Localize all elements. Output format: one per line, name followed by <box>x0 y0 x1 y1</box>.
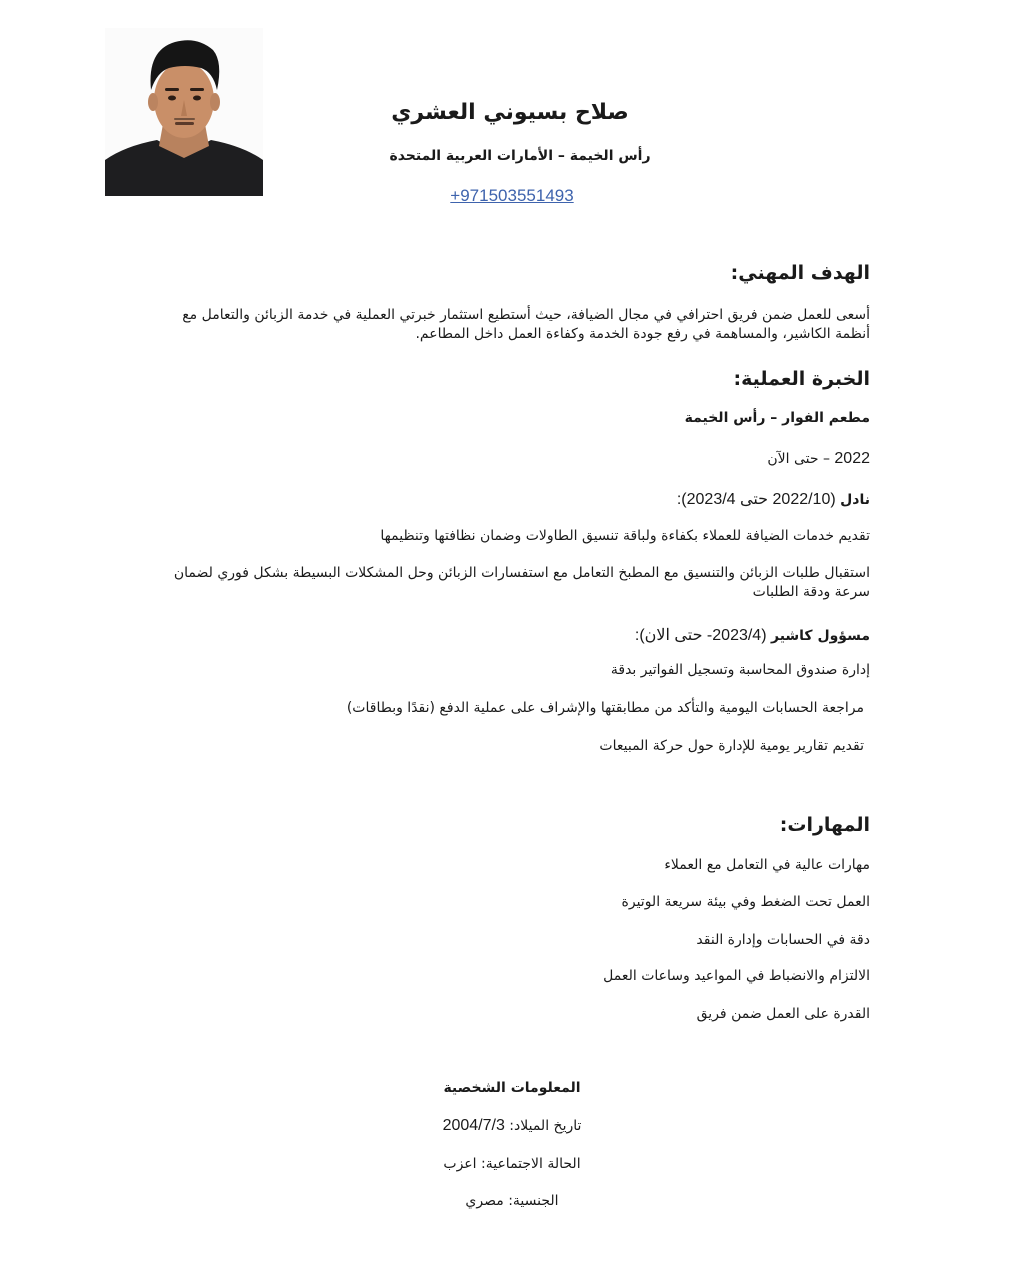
skill-item: الالتزام والانضباط في المواعيد وساعات العمل <box>603 968 870 984</box>
employment-period <box>767 450 870 468</box>
role2-duty: مراجعة الحسابات اليومية والتأكد من مطابقتها والإشراف على عملية الدفع (نقدًا وبطاقات) <box>346 700 864 716</box>
role1-header <box>677 489 870 509</box>
applicant-location: رأس الخيمة – الأمارات العربية المتحدة <box>389 148 651 164</box>
phone-link[interactable]: +971503551493 <box>450 186 574 205</box>
objective-heading: الهدف المهني: <box>730 262 870 284</box>
marital-label: الحالة الاجتماعية: <box>476 1156 581 1172</box>
applicant-name: صلاح بسيوني العشري <box>391 100 629 125</box>
birth-label: تاريخ الميلاد: <box>504 1118 582 1134</box>
role2-duty: إدارة صندوق المحاسبة وتسجيل الفواتير بدقة <box>610 662 870 678</box>
skills-heading: المهارات: <box>779 814 870 836</box>
nationality-label: الجنسية: <box>503 1193 559 1209</box>
period-rest: – حتى الآن <box>767 451 835 467</box>
objective-text: أسعى للعمل ضمن فريق احترافي في مجال الضيافة، حيث أستطيع استثمار خبرتي العملية في خدمة الزبائن والتعامل مع أنظمة الكاشير، والمساهمة في رفع جودة الخدمة وكفاءة العمل داخل المطاعم. <box>182 307 870 342</box>
employer-name: مطعم الفوار – رأس الخيمة <box>684 410 870 426</box>
personal-heading: المعلومات الشخصية <box>443 1080 581 1096</box>
portrait-image <box>105 28 263 196</box>
experience-heading: الخبرة العملية: <box>733 368 870 390</box>
role2-duty: تقديم تقارير يومية للإدارة حول حركة المبيعات <box>599 738 864 754</box>
role1-duty: استقبال طلبات الزبائن والتنسيق مع المطبخ التعامل مع استفسارات الزبائن وحل المشكلات البسيطة بشكل فوري لضمان سرعة ودقة الطلبات <box>173 565 870 600</box>
role2-dates: (2023/4- حتى الان): <box>634 627 771 644</box>
nationality <box>300 1193 724 1209</box>
nationality-value: مصري <box>465 1193 504 1209</box>
role1-title: نادل <box>840 492 870 508</box>
skill-item: مهارات عالية في التعامل مع العملاء <box>664 857 870 873</box>
skill-item: دقة في الحسابات وإدارة النقد <box>696 932 870 948</box>
role1-duty: تقديم خدمات الضيافة للعملاء بكفاءة ولباقة تنسيق الطاولات وضمان نظافتها وتنظيمها <box>380 528 870 544</box>
period-year: 2022 <box>834 450 870 467</box>
birth-value: 2004/7/3 <box>442 1117 505 1134</box>
profile-photo <box>105 28 263 196</box>
role1-dates: (2022/10 حتى 2023/4): <box>676 491 841 508</box>
role2-title: مسؤول كاشير <box>770 628 870 644</box>
skill-item: العمل تحت الضغط وفي بيئة سريعة الوتيرة <box>621 894 870 910</box>
marital-status <box>300 1156 724 1172</box>
role2-header <box>635 625 870 645</box>
skill-item: القدرة على العمل ضمن فريق <box>696 1006 870 1022</box>
marital-value: اعزب <box>443 1156 477 1172</box>
birth-date <box>300 1117 724 1135</box>
